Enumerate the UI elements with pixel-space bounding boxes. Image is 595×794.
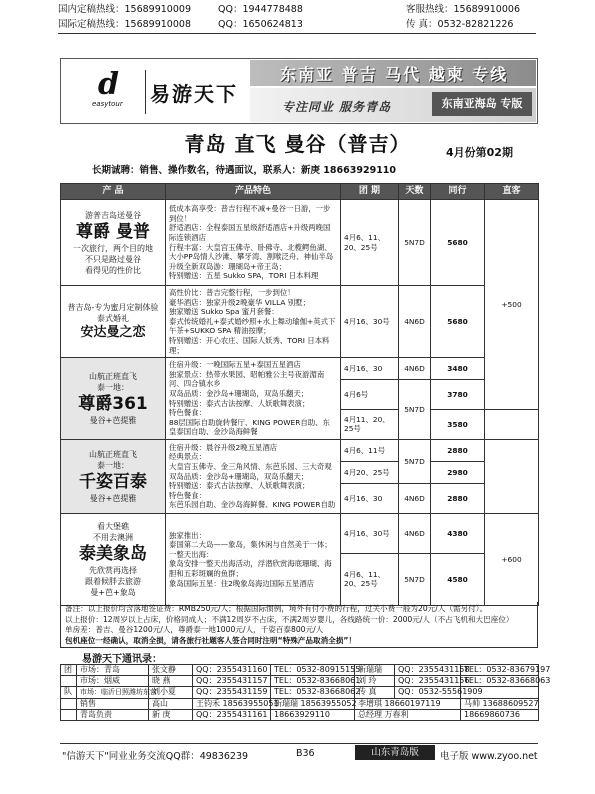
- directory-cell: QQ：2355431159: [193, 687, 271, 698]
- product-name: 安达曼之恋: [80, 324, 146, 340]
- feature-line: 东芭乐园自助、金沙岛海鲜餐、KING POWER自助: [169, 500, 336, 510]
- footer-divider: [60, 743, 538, 744]
- directory-cell: QQ：2355431160: [193, 665, 271, 676]
- directory-cell: 王钧禾 18563955051: [193, 698, 271, 709]
- peer-price: 5680: [431, 200, 485, 286]
- peer-price: 3780: [431, 380, 485, 410]
- product-name: 泰美象岛: [79, 543, 147, 564]
- website-link[interactable]: 电子版 www.zyoo.net: [440, 751, 538, 762]
- feature-line: 双岛品质：金沙岛+珊瑚岛，双岛乐翻天；: [169, 471, 309, 481]
- trip-days: 4N6D: [399, 358, 431, 380]
- directory-cell: 晓 燕: [149, 676, 193, 687]
- trip-days: 4N6D: [399, 286, 431, 358]
- directory-cell: QQ：2355431161: [193, 709, 271, 720]
- directory-cell: 靳瑞瑞 18563955052: [271, 698, 355, 709]
- team-dates: 4月6、11、20、25号: [341, 553, 399, 605]
- feature-line: 舒适酒店：全程泰国五星级舒适酒店+升级两晚国际连锁酒店: [169, 223, 331, 242]
- header-team: 团 期: [341, 184, 399, 200]
- header-direct-price: 直客: [485, 184, 539, 200]
- product-line: 曼+芭+象岛: [90, 587, 136, 597]
- brand-name: 易游天下: [150, 82, 238, 106]
- directory-cell: [61, 709, 77, 720]
- feature-line: 特别赠送：泰式古法按摩、人妖歌舞表演；: [169, 481, 310, 491]
- features-cell: [166, 200, 341, 286]
- feature-line: 特色餐食：: [169, 408, 206, 418]
- directory-cell: 青岛负责: [77, 709, 149, 720]
- table-row: [61, 200, 539, 286]
- peer-price: 4380: [431, 513, 485, 553]
- peer-price: 3480: [431, 358, 485, 380]
- trip-days: 4N6D: [399, 483, 431, 513]
- feature-line: 特别赠送：五星 Sukko SPA，TORI 日本料理: [169, 271, 319, 281]
- directory-cell: 市场：青岛: [77, 665, 149, 676]
- directory-cell: QQ：0532-55561909: [395, 687, 461, 698]
- product-cell: [61, 358, 166, 440]
- team-dates: 4月6、11号: [341, 439, 399, 461]
- directory-cell: QQ：2355431158: [395, 665, 461, 676]
- directory-cell: [61, 698, 77, 709]
- trip-days: 5N7D: [399, 439, 431, 483]
- team-dates: 4月16、30: [341, 358, 399, 380]
- feature-line: 88层国际自助旋转餐厅、KING POWER自助、东皇泰国自助、金沙岛海鲜餐: [169, 417, 330, 437]
- team-dates: 4月16、30号: [341, 513, 399, 553]
- product-line: 看得见的性价比: [85, 265, 141, 275]
- directory-cell: TEL：0532-83679197: [461, 665, 539, 676]
- product-name: 尊爵361: [78, 394, 148, 415]
- product-line: 跟着候胖去旅游: [85, 576, 141, 586]
- brand-slogan: 专注同业 服务青岛: [282, 100, 392, 114]
- table-row: [61, 286, 539, 358]
- feature-line: 经典景点：: [169, 452, 206, 462]
- trip-days: 5N7D: [399, 380, 431, 440]
- directory-cell: TEL：0532-83668062: [271, 687, 355, 698]
- product-line: 不只是路过曼谷: [85, 254, 141, 264]
- product-line: 一次旅行，两个目的地: [73, 243, 153, 253]
- service-hotline: 客服热线：15689910006: [406, 4, 520, 15]
- direct-surcharge: +500: [485, 200, 539, 410]
- directory-cell: QQ：2355431156: [395, 676, 461, 687]
- feature-line: 住宿升级：晨谷升级2晚五星酒店: [169, 442, 278, 452]
- directory-cell: 市场：临沂日照潍坊东营: [77, 687, 149, 698]
- product-line: 先欣赏再选择: [89, 565, 137, 575]
- directory-cell: 销售: [77, 698, 149, 709]
- features-cell: [166, 358, 341, 440]
- feature-line: 象岛国际五星：住2晚象岛海边国际五星酒店: [169, 578, 315, 588]
- peer-price: 3580: [431, 409, 485, 439]
- feature-line: 特别赠送：泰式古法按摩、人妖歌舞表演；: [169, 398, 310, 408]
- logo-divider: [145, 70, 146, 114]
- peer-price: 2980: [431, 461, 485, 483]
- product-cell: [61, 439, 166, 513]
- product-name: 千姿百泰: [79, 471, 147, 492]
- directory-cell: 马帅 13688609527: [461, 698, 539, 709]
- edition-label: 山东青岛版: [355, 745, 435, 760]
- peer-price: 2880: [431, 483, 485, 513]
- directory-cell: 李增琪 18660197119: [355, 698, 461, 709]
- product-table: [60, 183, 539, 606]
- product-cell: [61, 286, 166, 358]
- page-number: B36: [296, 748, 315, 759]
- directory-cell: 18669860736: [461, 709, 539, 720]
- product-name: 尊爵 曼普: [76, 221, 150, 242]
- directory-row: [61, 709, 539, 720]
- team-dates: 4月6、11、20、25号: [341, 200, 399, 286]
- directory-row: [61, 665, 539, 676]
- booking-notes: [60, 602, 538, 648]
- team-dates: 4月16、30号: [341, 286, 399, 358]
- directory-row: [61, 687, 539, 698]
- directory-cell: 18663929110: [271, 709, 355, 720]
- intl-qq: QQ：1650624813: [218, 19, 303, 30]
- issue-period: 4月份第02期: [446, 146, 513, 159]
- team-dates: 4月6号: [341, 380, 399, 410]
- direct-blank: [485, 439, 539, 513]
- header-days: 天数: [399, 184, 431, 200]
- trip-days: 5N7D: [399, 200, 431, 286]
- feature-line: 升级全新双岛游：珊瑚岛+帝王岛；: [169, 261, 287, 271]
- feature-line: 独家推出：: [169, 530, 206, 540]
- intl-hotline: 国际定稿热线：15689910008: [58, 19, 191, 30]
- table-row: [61, 439, 539, 461]
- peer-price: 2880: [431, 439, 485, 461]
- header-product: 产 品: [61, 184, 166, 200]
- directory-title: 易游天下通讯录：: [82, 654, 162, 665]
- edition-tag: 东南亚海岛 专版: [432, 92, 532, 116]
- feature-line: 泰国第二大岛——象岛，集休闲与自然美于一体；: [169, 540, 332, 550]
- directory-cell: QQ：2355431157: [193, 676, 271, 687]
- direct-surcharge: +600: [485, 513, 539, 605]
- directory-cell: TEL：0532-83668061: [271, 676, 355, 687]
- feature-line: 双岛品质：金沙岛+珊瑚岛，双岛乐翻天；: [169, 388, 309, 398]
- region-band: [250, 60, 536, 86]
- directory-cell: 新 庚: [149, 709, 193, 720]
- domestic-qq: QQ：1944778488: [218, 4, 303, 15]
- product-line: 游普吉岛送曼谷: [85, 210, 141, 220]
- product-cell: [61, 200, 166, 286]
- product-line: 曼谷+芭提雅: [89, 416, 137, 426]
- directory-row: [61, 676, 539, 687]
- team-dates: 4月16、30: [341, 483, 399, 513]
- product-line: 普吉岛-专为蜜月定制体验泰式婚礼: [67, 302, 159, 323]
- product-cell: [61, 513, 166, 605]
- product-line: 曼谷+芭提雅: [89, 493, 137, 503]
- features-cell: [166, 439, 341, 513]
- directory-cell: 张文静: [149, 665, 193, 676]
- logo-icon: d: [98, 67, 119, 102]
- product-line: 山航正班直飞: [89, 372, 137, 382]
- header-features: 产品特色: [166, 184, 341, 200]
- domestic-hotline: 国内定稿热线：15689910009: [58, 4, 191, 15]
- feature-line: 高性价比：普吉完整行程，一步到位！: [169, 288, 295, 297]
- trip-days: 5N7D: [399, 553, 431, 605]
- product-line: 不用去澳洲: [93, 532, 133, 542]
- directory-cell: TEL：0532-80915155: [271, 665, 355, 676]
- directory-row: [61, 698, 539, 709]
- note-line: 备注：以上报价均含落地签证费：RMB250元/人；根据国际惯例，境外有付小费的行程，过关小费一般为20元/人（需另付）。: [65, 604, 488, 613]
- feature-line: 特色餐食：: [169, 490, 206, 500]
- peer-price: 4580: [431, 553, 485, 605]
- directory-cell: 传 真: [355, 687, 395, 698]
- directory-cell: 团: [61, 665, 77, 676]
- feature-line: 住宿升级：一晚国际五星+泰国五星酒店: [169, 360, 301, 370]
- table-row: [61, 513, 539, 553]
- directory-cell: 刘小夏: [149, 687, 193, 698]
- feature-line: 独家景点：热带水果园、昭帕雅公主号夜游湄南河、四合镇水乡: [169, 369, 325, 389]
- feature-line: 独家赠送 Sukko Spa 蜜月套餐：: [169, 307, 279, 317]
- direct-blank: [485, 409, 539, 439]
- recruit-contact: 长期诚聘：销售、操作数名，待遇面议，联系人：新庚 18663929110: [92, 165, 397, 176]
- feature-line: 泰式传统婚礼+泰式婚纱照+水上舞动瑜伽+英式下午茶+SUKKO SPA 精油按摩；: [169, 316, 336, 336]
- features-cell: [166, 286, 341, 358]
- feature-line: 特别赠送：开心农庄、国际人妖秀、TORI 日本料理；: [169, 335, 330, 355]
- product-line: 泰一地：: [97, 383, 129, 393]
- directory-cell: 靳瑞瑞: [355, 665, 395, 676]
- header-divider: [58, 33, 536, 34]
- footer-qq-group: "信游天下"同业业务交流QQ群：49836239: [62, 751, 249, 762]
- product-line: 泰一地：: [97, 460, 129, 470]
- logo-subtext: easytour: [92, 100, 123, 108]
- feature-line: 一整天出海：: [169, 549, 214, 559]
- contact-directory: [60, 664, 551, 721]
- table-header: [61, 184, 539, 200]
- team-dates: 4月20、25号: [341, 461, 399, 483]
- product-line: 看大堡礁: [97, 521, 129, 531]
- directory-cell: [61, 676, 77, 687]
- feature-line: 象岛安排一整天出海活动，浮潜欣赏海底珊瑚、海胆和五彩斑斓的鱼群；: [169, 559, 332, 578]
- directory-cell: 刘 玲: [355, 676, 395, 687]
- product-line: 山航正班直飞: [89, 449, 137, 459]
- region-list: 东南亚 普吉 马代 越柬 专线: [280, 65, 509, 84]
- feature-line: 行程丰富：大皇宫玉佛寺、卧佛寺、北榄鳄鱼湖、大小PP岛情人沙滩、攀牙湾、割喉泛舟、神仙半岛: [169, 242, 334, 262]
- table-row: [61, 358, 539, 380]
- directory-cell: TEL：0532-83668063: [461, 676, 539, 687]
- trip-days: 4N6D: [399, 513, 431, 553]
- feature-line: 大皇宫玉佛寺、金三角风情、东芭乐园、三大奇观: [169, 462, 332, 472]
- note-line: 单房差：普吉、曼谷1200元/人，尊爵泰一地1000元/人，千姿百泰800元/人: [65, 625, 324, 634]
- team-dates: 4月11、20、25号: [341, 409, 399, 439]
- directory-cell: 总经理 万春利: [355, 709, 461, 720]
- note-line: 包机座位一经确认，取消全损，请各旅行社题客人签合同时注明“特殊产品取消全损”！: [65, 635, 356, 645]
- header-peer-price: 同行: [431, 184, 485, 200]
- peer-price: 5680: [431, 286, 485, 358]
- feature-line: 低成本高享受：普吉行程不减+曼谷一日游，一步到位！: [169, 204, 331, 223]
- directory-cell: 高山: [149, 698, 193, 709]
- features-cell: [166, 513, 341, 605]
- note-line: 以上报价：12周岁以上占床，价格同成人；不满12周岁不占床，不满2周岁婴儿，各线路统一价：2000元/人（不占飞机和大巴座位）: [65, 614, 514, 624]
- page-title: 青岛 直飞 曼谷（普吉）: [184, 132, 411, 156]
- feature-line: 豪华酒店：独家升级2晚豪华 VILLA 别墅；: [169, 297, 310, 307]
- directory-cell: 队: [61, 687, 77, 698]
- directory-cell: 市场：烟威: [77, 676, 149, 687]
- fax-number: 传 真：0532-82821226: [406, 19, 514, 30]
